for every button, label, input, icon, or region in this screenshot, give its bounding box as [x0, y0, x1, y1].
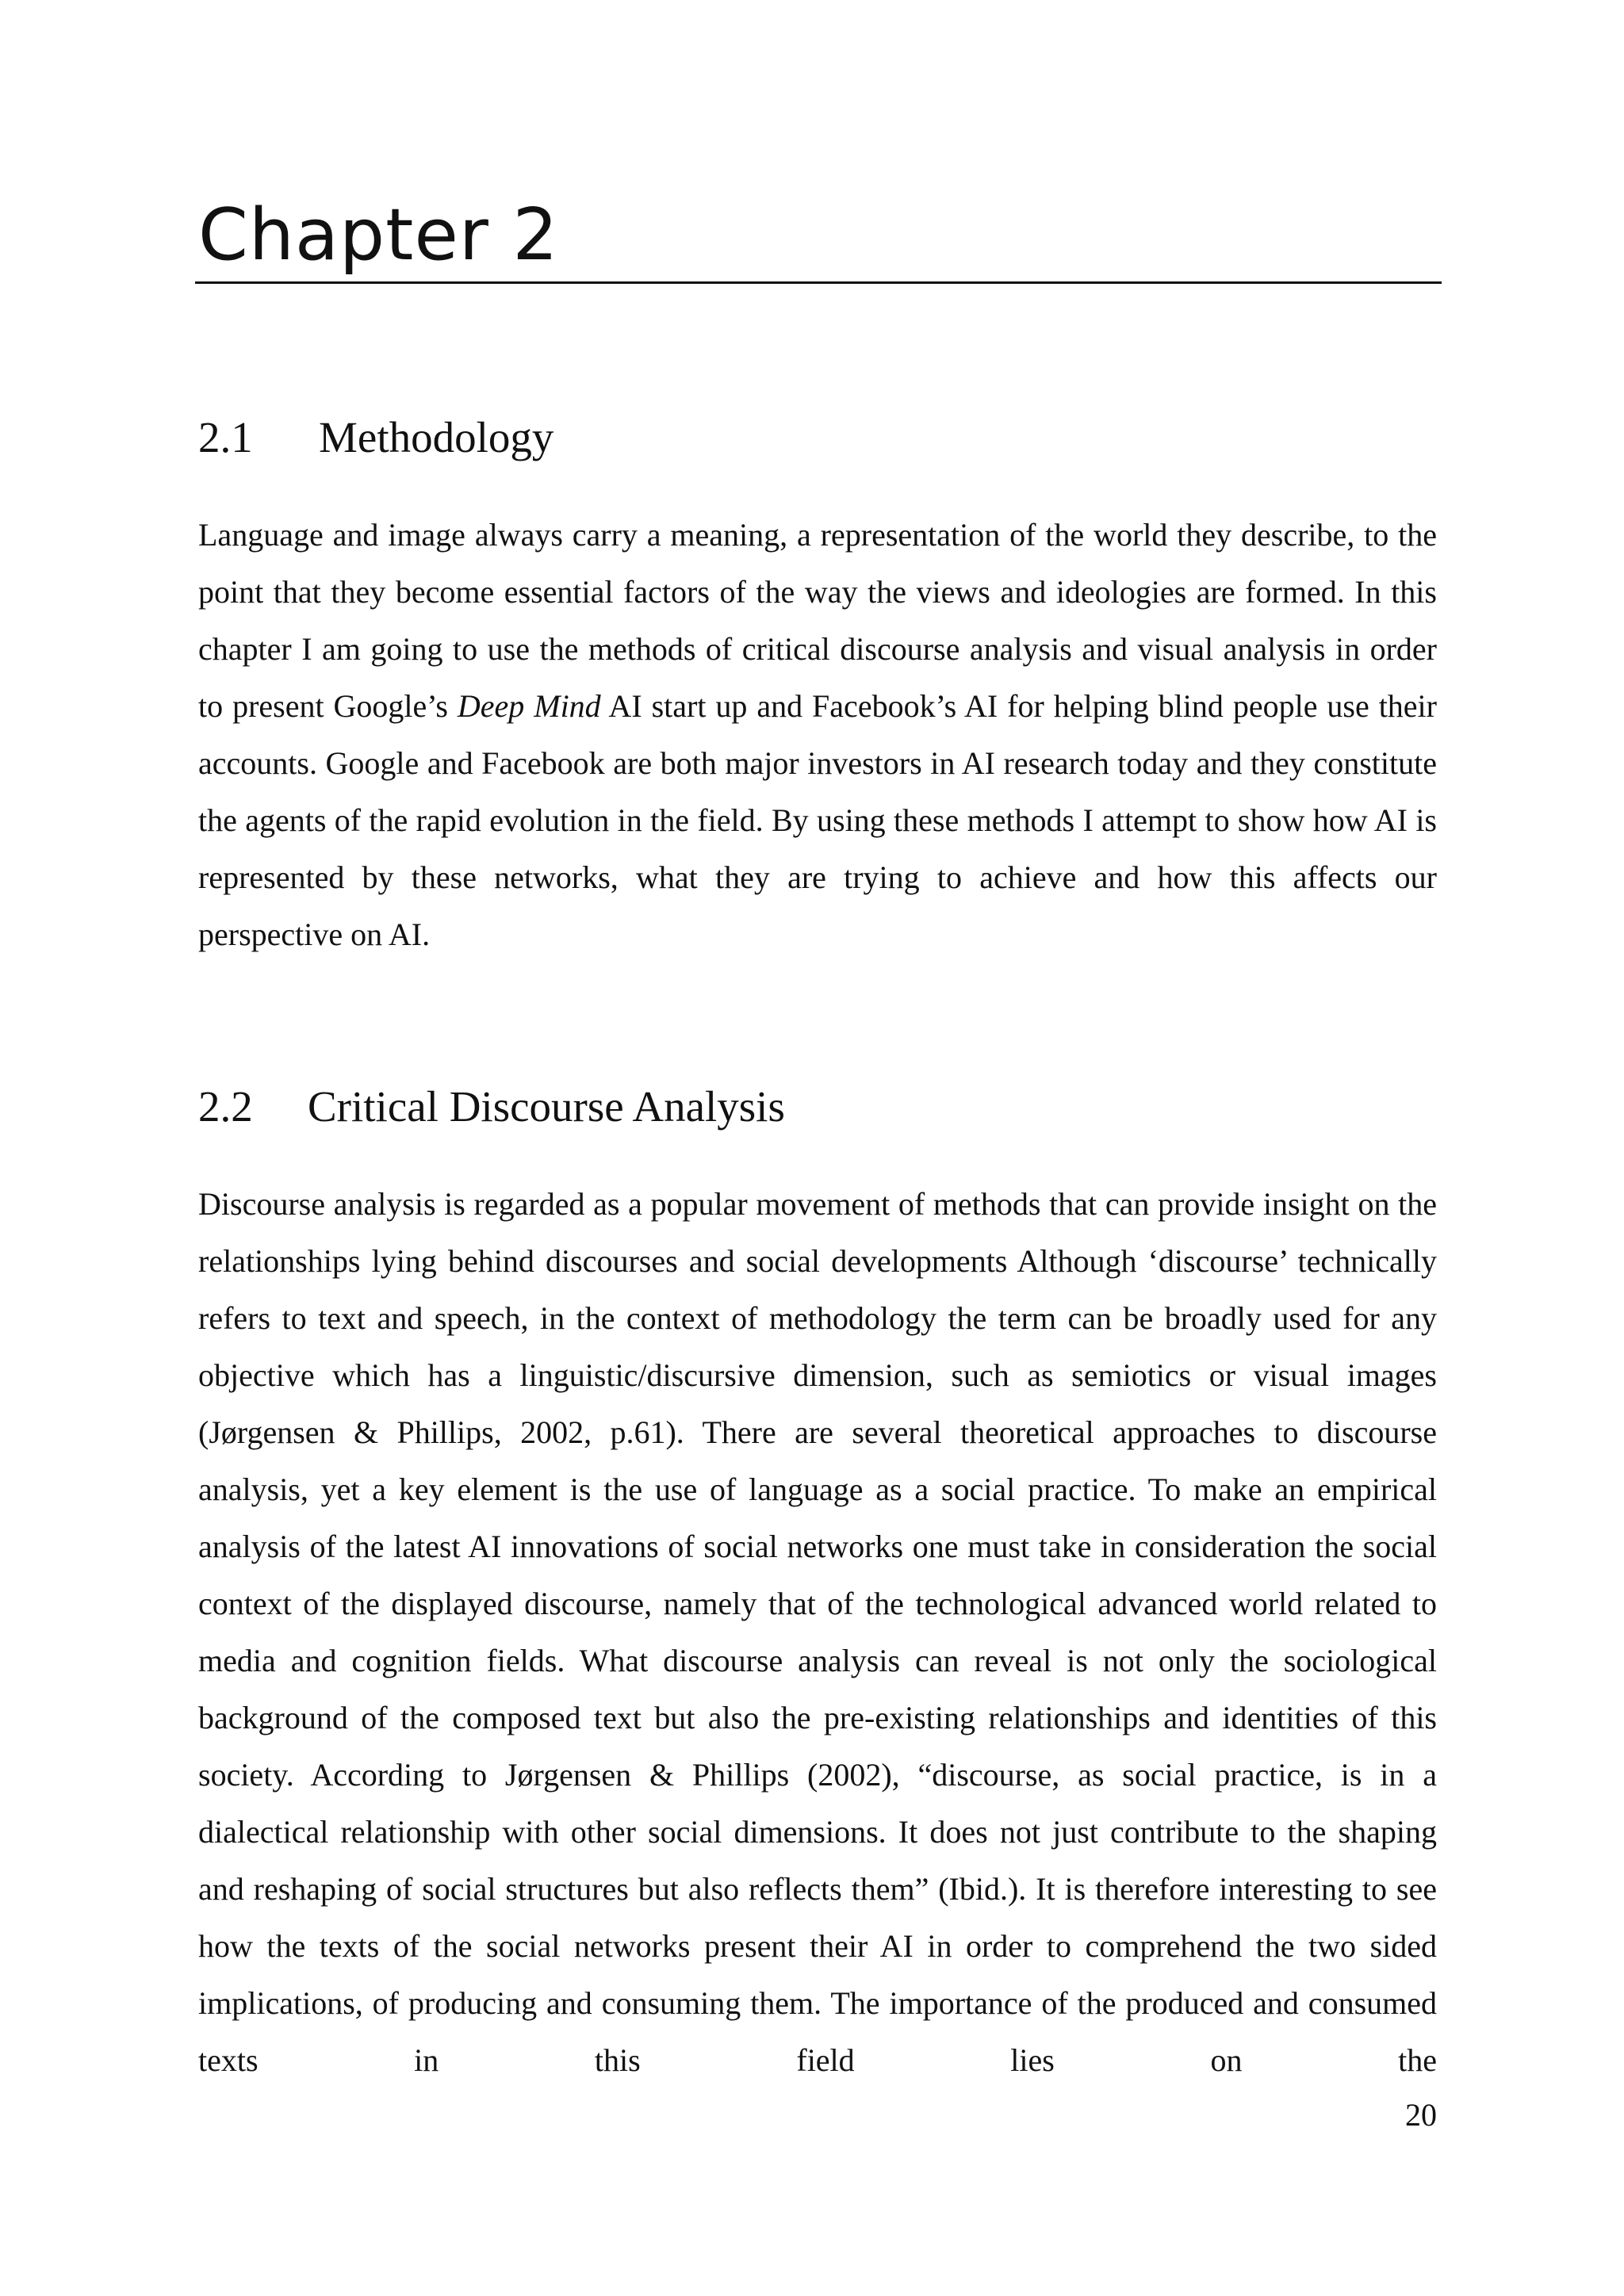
page-number: 20 [1405, 2097, 1437, 2133]
paragraph-text: AI start up and Facebook’s AI for helping blind people use their accounts. Google and Facebook are both major investors in AI research today and they constitute the agents of the rapid evolution in the field. By using these methods I attempt to show how AI is represented by these networks, what they are trying to achieve and how this affects our perspective on AI. [198, 688, 1437, 952]
section-title: Methodology [319, 413, 554, 461]
methodology-paragraph [198, 507, 1437, 963]
section-heading-methodology [198, 413, 554, 461]
emphasized-term: Deep Mind [457, 688, 601, 724]
chapter-title-rule [195, 281, 1442, 284]
section-heading-critical-discourse-analysis [198, 1082, 785, 1131]
section-number: 2.2 [198, 1082, 253, 1131]
paragraph-text: Language and image always carry a meaning, a representation of the world they describe, to the point that they become essential factors of the way the views and ideologies are formed. In this chapter I am going to use the methods of critical discourse analysis and visual analysis in order to present Google’s [198, 517, 1437, 724]
critical-discourse-analysis-paragraph: Discourse analysis is regarded as a popular movement of methods that can provide insight on the relationships lying behind discourses and social developments Although ‘discourse’ technically refers to text and speech, in the context of methodology the term can be broadly used for any objective which has a linguistic/discursive dimension, such as semiotics or visual images (Jørgensen & Phillips, 2002, p.61). There are several theoretical approaches to discourse analysis, yet a key element is the use of language as a social practice. To make an empirical analysis of the latest AI innovations of social networks one must take in consideration the social context of the displayed discourse, namely that of the technological advanced world related to media and cognition fields. What discourse analysis can reveal is not only the sociological background of the composed text but also the pre-existing relationships and identities of this society. According to Jørgensen & Phillips (2002), “discourse, as social practice, is in a dialectical relationship with other social dimensions. It does not just contribute to the shaping and reshaping of social structures but also reflects them” (Ibid.). It is therefore interesting to see how the texts of the social networks present their AI in order to comprehend the two sided implications, of producing and consuming them. The importance of the produced and consumed texts in this field lies on the [198, 1186, 1437, 2078]
section-title: Critical Discourse Analysis [308, 1082, 785, 1131]
section-number: 2.1 [198, 413, 253, 461]
chapter-title: Chapter 2 [198, 193, 559, 277]
